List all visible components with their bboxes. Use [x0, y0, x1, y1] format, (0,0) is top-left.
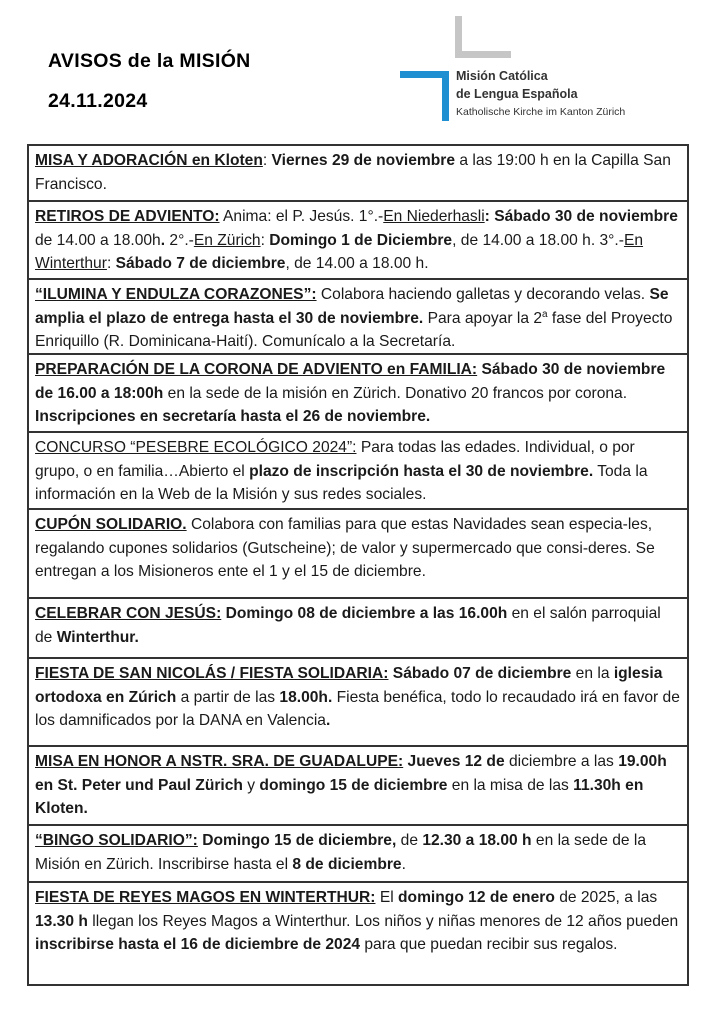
notice-retiros-adviento [29, 202, 687, 280]
notice-text: : [260, 231, 270, 249]
notice-text: Sábado 07 de diciembre [388, 665, 572, 682]
notice-text: 13.30 h [35, 912, 88, 930]
notice-bingo-solidario [29, 826, 687, 883]
notice-heading: “ILUMINA Y ENDULZA CORAZONES”: [35, 286, 317, 303]
notice-text: en el salón parroquial de [35, 605, 661, 646]
mission-logo [398, 16, 698, 126]
notice-fiesta-san-nicolas [29, 659, 687, 747]
notice-text: para que puedan recibir sus regalos. [360, 936, 618, 953]
notice-heading: CELEBRAR CON JESÚS: [35, 605, 222, 622]
notice-heading: MISA Y ADORACIÓN en Kloten [35, 152, 263, 169]
notice-text: En Zürich [193, 231, 261, 249]
notice-celebrar-jesus [29, 599, 687, 659]
notice-ilumina-endulza [29, 280, 687, 355]
notice-text: 19.00h en St. Peter und Paul Zürich [35, 753, 667, 794]
notice-heading: RETIROS DE ADVIENTO: [35, 208, 220, 225]
notice-text: llegan los Reyes Magos a Winterthur. Los niños y niñas menores de 12 años pueden [87, 912, 679, 930]
notice-text: Inscripciones en secretaría hasta el 26 de noviembre. [35, 408, 431, 425]
notice-text: Colabora haciendo galletas y decorando velas. [316, 286, 650, 303]
notice-text: en la misa de las [447, 776, 574, 794]
notice-text: Colabora con familias para que estas Navidades sean especia-les, regalando cupones solidarios (Gutscheine); de valor y supermercado que consi-deres. Se entregan a los Misioneros ente el 1 y el 15 de diciembre. [35, 516, 655, 580]
logo-gray-horizontal [455, 51, 511, 58]
notice-text: diciembre a las [504, 753, 619, 770]
notice-heading: FIESTA DE SAN NICOLÁS / FIESTA SOLIDARIA: [35, 665, 389, 682]
notice-text: Domingo 1 de Diciembre [269, 231, 453, 249]
notice-text: Winterthur. [56, 628, 139, 646]
notice-text: 12.30 a 18.00 h [422, 832, 532, 849]
notice-text: domingo 15 de diciembre [259, 776, 448, 794]
page-date: 24.11.2024 [48, 90, 148, 112]
notice-heading: “BINGO SOLIDARIO”: [35, 832, 198, 849]
notice-text: 18.00h. [279, 688, 333, 706]
notice-heading: FIESTA DE REYES MAGOS EN WINTERTHUR: [35, 889, 376, 906]
notice-text: a las 19:00 h en la Capilla San Francisco. [35, 152, 671, 193]
page-title: AVISOS de la MISIÓN [48, 50, 251, 72]
notice-misa-adoracion [29, 146, 687, 202]
notice-text: en la sede de la Misión en Zürich. Inscribirse hasta el [35, 832, 647, 873]
notice-text: : Sábado 30 de noviembre [484, 208, 678, 225]
notice-text: 2°.- [165, 231, 194, 249]
notice-text: En Niederhasli [383, 208, 485, 225]
notice-text: de [396, 832, 423, 849]
notice-text: fase del Proyecto Enriquillo (R. Dominicana-Haití). Comunícalo a la Secretaría. [35, 309, 673, 350]
notice-text: Anima: el P. Jesús. 1°.- [219, 208, 384, 225]
notice-text: Para apoyar la 2 [423, 309, 543, 327]
notice-text: Se amplia el plazo de entrega hasta el 30 de noviembre. [35, 286, 669, 327]
notice-text: en la [571, 665, 614, 682]
notice-text: iglesia ortodoxa en Zúrich [35, 665, 663, 706]
logo-blue-vertical [442, 71, 449, 121]
notice-text: . [401, 855, 406, 873]
notice-text: plazo de inscripción hasta el 30 de noviembre. [249, 462, 594, 480]
notice-text: de 2025, a las [554, 889, 658, 906]
logo-text-line2: de Lengua Española [456, 87, 578, 101]
notice-text: Domingo 08 de diciembre a las 16.00h [225, 605, 508, 622]
notices-table [27, 144, 689, 986]
notice-heading: CONCURSO “PESEBRE ECOLÓGICO 2024”: [35, 439, 357, 456]
notice-text: Viernes 29 de noviembre [271, 152, 456, 169]
notice-text: El [375, 889, 399, 906]
notice-text: , de 14.00 a 18.00 h. 3°.- [452, 231, 624, 249]
notice-heading: CUPÓN SOLIDARIO. [35, 516, 187, 533]
notice-text: a partir de las [176, 688, 280, 706]
notice-heading: MISA EN HONOR A NSTR. SRA. DE GUADALUPE: [35, 753, 404, 770]
notice-text: Domingo 15 de diciembre, [197, 832, 397, 849]
notice-text: Sábado 7 de diciembre [115, 255, 286, 272]
notice-text: En Winterthur [35, 231, 644, 272]
notice-text: : [106, 255, 116, 272]
notice-text: Toda la información en la Web de la Misión y sus redes sociales. [35, 462, 648, 503]
notice-text: Sábado 30 de noviembre de 16.00 a 18:00h [35, 361, 666, 402]
notice-text: 11.30h en Kloten. [35, 776, 644, 817]
notice-text: en la sede de la misión en Zürich. Donativo 20 francos por corona. [163, 384, 628, 402]
logo-text-line1: Misión Católica [456, 69, 548, 83]
notice-text: Jueves 12 de [403, 753, 505, 770]
notice-text: 8 de diciembre [292, 855, 402, 873]
notice-text: . [325, 712, 331, 729]
notice-text: : [262, 152, 272, 169]
notice-text: Fiesta benéfica, todo lo recaudado irá en favor de los damnificados por la DANA en Valencia [35, 688, 680, 729]
notice-text: y [242, 776, 260, 794]
notice-text: de 14.00 a 18.00h [35, 231, 161, 249]
notice-concurso-pesebre [29, 433, 687, 510]
notice-text: inscribirse hasta el 16 de diciembre de 2024 [35, 936, 361, 953]
notice-text: Para todas las edades. Individual, o por grupo, o en familia…Abierto el [35, 439, 635, 480]
notice-text: , de 14.00 a 18.00 h. [285, 255, 429, 272]
notice-corona-adviento [29, 355, 687, 433]
notice-heading: PREPARACIÓN DE LA CORONA DE ADVIENTO en FAMILIA: [35, 361, 478, 378]
notice-text: a [542, 308, 548, 320]
logo-text-line3: Katholische Kirche im Kanton Zürich [456, 106, 626, 118]
notice-cupon-solidario [29, 510, 687, 599]
notice-reyes-magos [29, 883, 687, 984]
notice-text: domingo 12 de enero [398, 889, 555, 906]
notice-text: . [160, 231, 166, 249]
notice-misa-guadalupe [29, 747, 687, 826]
